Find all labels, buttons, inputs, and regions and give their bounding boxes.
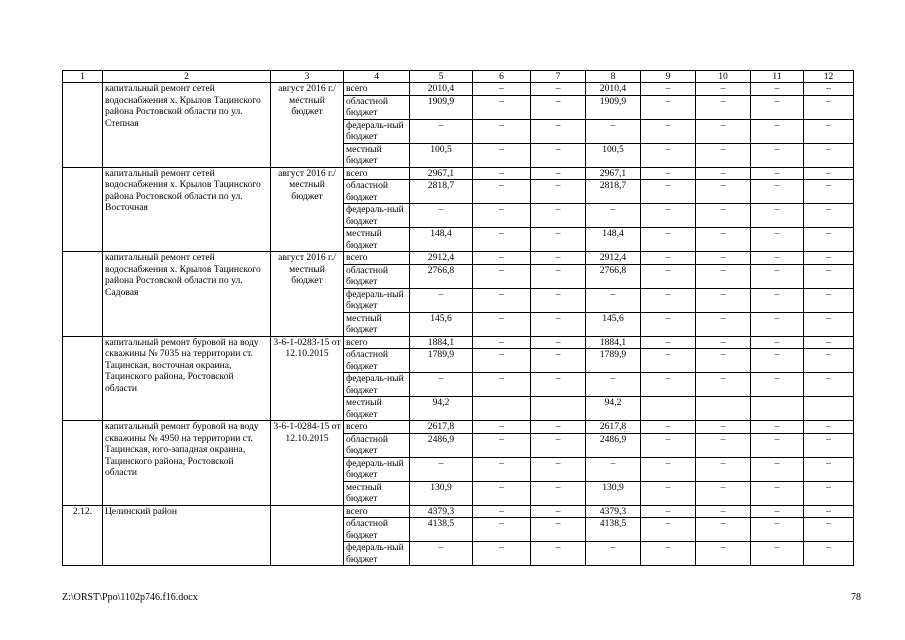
value-cell: – [473, 252, 531, 265]
value-cell: – [410, 288, 473, 312]
value-cell: – [641, 373, 696, 397]
value-cell: – [473, 336, 531, 349]
value-cell: – [641, 204, 696, 228]
value-cell: – [804, 83, 854, 96]
value-cell: – [473, 433, 531, 457]
funding-source: областной бюджет [344, 180, 410, 204]
funding-source: областной бюджет [344, 95, 410, 119]
column-number-row [63, 71, 854, 83]
value-cell: – [473, 518, 531, 542]
funding-source: областной бюджет [344, 264, 410, 288]
value-cell: – [751, 288, 804, 312]
value-cell: – [751, 167, 804, 180]
item-name: капитальный ремонт сетей водоснабжения х. Крылов Тацинского района Ростовской области по ул. Садовая [103, 252, 271, 337]
item-doc: август 2016 г./ местный бюджет [271, 167, 344, 252]
funding-source: всего [344, 421, 410, 434]
value-cell: – [531, 457, 586, 481]
value-cell: – [531, 204, 586, 228]
funding-source: областной бюджет [344, 349, 410, 373]
value-cell: – [804, 518, 854, 542]
value-cell: – [641, 167, 696, 180]
value-cell: – [473, 264, 531, 288]
value-cell: – [641, 481, 696, 505]
item-doc: август 2016 г./ местный бюджет [271, 83, 344, 168]
value-cell: – [473, 83, 531, 96]
value-cell: – [410, 542, 473, 566]
value-cell: – [473, 349, 531, 373]
funding-source: местный бюджет [344, 312, 410, 336]
table-row [63, 336, 854, 349]
value-cell: – [641, 95, 696, 119]
item-name: капитальный ремонт сетей водоснабжения х. Крылов Тацинского района Ростовской области по ул. Степная [103, 83, 271, 168]
value-cell: – [696, 457, 751, 481]
value-cell: – [751, 336, 804, 349]
value-cell: – [473, 228, 531, 252]
value-cell: – [696, 336, 751, 349]
value-cell: – [641, 433, 696, 457]
value-cell: – [751, 457, 804, 481]
value-cell: – [696, 542, 751, 566]
value-cell: – [751, 119, 804, 143]
value-cell: – [804, 95, 854, 119]
value-cell: – [410, 373, 473, 397]
col-header: 1 [63, 71, 103, 83]
value-cell: – [751, 95, 804, 119]
value-cell: 1884,1 [410, 336, 473, 349]
value-cell: – [641, 349, 696, 373]
value-cell: – [804, 228, 854, 252]
item-name: капитальный ремонт буровой на воду скважины № 7035 на территории ст. Тацинская, восточная окраина, Тацинского района, Ростовской области [103, 336, 271, 421]
value-cell [751, 397, 804, 421]
funding-source: всего [344, 83, 410, 96]
value-cell: – [473, 180, 531, 204]
value-cell: – [641, 143, 696, 167]
value-cell: – [410, 204, 473, 228]
value-cell: – [696, 83, 751, 96]
value-cell: 145,6 [410, 312, 473, 336]
value-cell: – [696, 373, 751, 397]
value-cell: – [696, 252, 751, 265]
value-cell: 2010,4 [410, 83, 473, 96]
value-cell: – [531, 312, 586, 336]
value-cell: 2486,9 [410, 433, 473, 457]
value-cell [641, 397, 696, 421]
value-cell: 2912,4 [586, 252, 641, 265]
value-cell: 100,5 [586, 143, 641, 167]
value-cell: – [473, 481, 531, 505]
funding-source: местный бюджет [344, 143, 410, 167]
value-cell: – [641, 228, 696, 252]
value-cell: – [473, 95, 531, 119]
value-cell: – [586, 288, 641, 312]
value-cell: – [804, 542, 854, 566]
value-cell: – [641, 542, 696, 566]
file-path: Z:\ORST\Ppo\1102p746.f16.docx [62, 592, 198, 603]
value-cell: – [473, 204, 531, 228]
value-cell: 145,6 [586, 312, 641, 336]
value-cell: – [531, 542, 586, 566]
value-cell: 1789,9 [410, 349, 473, 373]
value-cell: 1789,9 [586, 349, 641, 373]
value-cell: 1884,1 [586, 336, 641, 349]
col-header: 12 [804, 71, 854, 83]
value-cell: – [531, 95, 586, 119]
value-cell: – [531, 505, 586, 518]
value-cell: – [531, 349, 586, 373]
value-cell: 2818,7 [410, 180, 473, 204]
value-cell: – [641, 83, 696, 96]
value-cell: 2967,1 [586, 167, 641, 180]
value-cell: – [531, 228, 586, 252]
funding-source: всего [344, 252, 410, 265]
value-cell: – [804, 349, 854, 373]
value-cell: 2486,9 [586, 433, 641, 457]
value-cell: – [751, 505, 804, 518]
value-cell: – [696, 349, 751, 373]
item-name: Целинский район [103, 505, 271, 566]
value-cell: 1909,9 [586, 95, 641, 119]
value-cell: – [696, 143, 751, 167]
value-cell: 94,2 [410, 397, 473, 421]
value-cell: – [804, 119, 854, 143]
value-cell: – [696, 264, 751, 288]
value-cell: 2617,8 [410, 421, 473, 434]
value-cell: – [751, 433, 804, 457]
value-cell: – [751, 228, 804, 252]
col-header: 2 [103, 71, 271, 83]
value-cell: – [751, 204, 804, 228]
value-cell: – [531, 119, 586, 143]
value-cell: 130,9 [410, 481, 473, 505]
item-number [63, 83, 103, 168]
value-cell: – [804, 336, 854, 349]
value-cell: – [751, 180, 804, 204]
value-cell: – [751, 143, 804, 167]
value-cell: 4379,3 [410, 505, 473, 518]
table-row [63, 167, 854, 180]
page-number: 78 [851, 592, 861, 603]
value-cell: – [696, 180, 751, 204]
value-cell: 100,5 [410, 143, 473, 167]
funding-source: федераль-ный бюджет [344, 119, 410, 143]
value-cell: – [473, 119, 531, 143]
table-row [63, 421, 854, 434]
value-cell: – [641, 252, 696, 265]
col-header: 7 [531, 71, 586, 83]
funding-source: федераль-ный бюджет [344, 542, 410, 566]
value-cell: – [473, 421, 531, 434]
value-cell: – [473, 373, 531, 397]
value-cell: – [804, 505, 854, 518]
value-cell: 2766,8 [586, 264, 641, 288]
value-cell: 148,4 [410, 228, 473, 252]
item-doc: 3-6-1-0284-15 от 12.10.2015 [271, 421, 344, 506]
value-cell: – [696, 119, 751, 143]
value-cell: – [804, 288, 854, 312]
value-cell: – [586, 373, 641, 397]
value-cell: – [751, 481, 804, 505]
value-cell: 2967,1 [410, 167, 473, 180]
value-cell: – [751, 349, 804, 373]
table-row [63, 83, 854, 96]
value-cell: 2818,7 [586, 180, 641, 204]
value-cell: – [586, 542, 641, 566]
value-cell: – [751, 542, 804, 566]
item-doc: 3-6-1-0283-15 от 12.10.2015 [271, 336, 344, 421]
value-cell: – [804, 421, 854, 434]
value-cell: – [473, 288, 531, 312]
value-cell: 2912,4 [410, 252, 473, 265]
item-number [63, 167, 103, 252]
value-cell: – [641, 421, 696, 434]
col-header: 11 [751, 71, 804, 83]
value-cell: – [641, 336, 696, 349]
value-cell: – [473, 542, 531, 566]
value-cell: – [531, 167, 586, 180]
item-number [63, 252, 103, 337]
value-cell: – [531, 518, 586, 542]
col-header: 6 [473, 71, 531, 83]
value-cell: – [696, 421, 751, 434]
funding-source: федераль-ный бюджет [344, 288, 410, 312]
value-cell: – [531, 373, 586, 397]
table-row [63, 505, 854, 518]
funding-source: всего [344, 505, 410, 518]
value-cell: – [751, 264, 804, 288]
value-cell: – [804, 264, 854, 288]
value-cell: 148,4 [586, 228, 641, 252]
value-cell: – [751, 252, 804, 265]
value-cell: – [804, 167, 854, 180]
value-cell: – [531, 336, 586, 349]
value-cell: – [696, 204, 751, 228]
value-cell: – [473, 167, 531, 180]
value-cell: – [410, 119, 473, 143]
value-cell: – [410, 457, 473, 481]
value-cell: – [641, 457, 696, 481]
value-cell [531, 397, 586, 421]
value-cell: – [751, 373, 804, 397]
value-cell: – [696, 481, 751, 505]
value-cell: – [473, 457, 531, 481]
value-cell [804, 397, 854, 421]
value-cell: – [804, 204, 854, 228]
value-cell: – [751, 83, 804, 96]
value-cell: – [586, 119, 641, 143]
item-number: 2.12. [63, 505, 103, 566]
col-header: 8 [586, 71, 641, 83]
value-cell: – [696, 505, 751, 518]
value-cell: 4138,5 [410, 518, 473, 542]
value-cell: 1909,9 [410, 95, 473, 119]
value-cell: 2010,4 [586, 83, 641, 96]
value-cell [473, 397, 531, 421]
value-cell: – [531, 83, 586, 96]
value-cell: – [804, 180, 854, 204]
col-header: 9 [641, 71, 696, 83]
table-row [63, 252, 854, 265]
funding-source: местный бюджет [344, 397, 410, 421]
value-cell: – [696, 518, 751, 542]
value-cell: 4138,5 [586, 518, 641, 542]
value-cell: – [531, 264, 586, 288]
value-cell: – [531, 433, 586, 457]
funding-source: федераль-ный бюджет [344, 373, 410, 397]
item-number [63, 421, 103, 506]
value-cell: – [804, 143, 854, 167]
value-cell: – [641, 518, 696, 542]
value-cell: – [531, 421, 586, 434]
item-name: капитальный ремонт буровой на воду скважины № 4950 на территории ст. Тацинская, юго-западная окраина, Тацинского района, Ростовской области [103, 421, 271, 506]
value-cell: – [804, 312, 854, 336]
value-cell: 2766,8 [410, 264, 473, 288]
value-cell: – [751, 518, 804, 542]
item-name: капитальный ремонт сетей водоснабжения х. Крылов Тацинского района Ростовской области по ул. Восточная [103, 167, 271, 252]
funding-source: федераль-ный бюджет [344, 457, 410, 481]
value-cell: – [586, 204, 641, 228]
funding-source: местный бюджет [344, 481, 410, 505]
value-cell: 130,9 [586, 481, 641, 505]
item-doc: август 2016 г./ местный бюджет [271, 252, 344, 337]
value-cell: 4379,3 [586, 505, 641, 518]
col-header: 4 [344, 71, 410, 83]
item-doc [271, 505, 344, 566]
value-cell: – [804, 481, 854, 505]
value-cell [696, 397, 751, 421]
value-cell: – [641, 312, 696, 336]
col-header: 3 [271, 71, 344, 83]
value-cell: – [586, 457, 641, 481]
value-cell: – [804, 433, 854, 457]
funding-source: всего [344, 336, 410, 349]
value-cell: – [531, 288, 586, 312]
value-cell: – [531, 481, 586, 505]
value-cell: – [473, 312, 531, 336]
value-cell: – [751, 421, 804, 434]
table-body [63, 71, 854, 566]
value-cell: 94,2 [586, 397, 641, 421]
value-cell: – [804, 252, 854, 265]
value-cell: – [641, 288, 696, 312]
value-cell: – [751, 312, 804, 336]
value-cell: – [531, 252, 586, 265]
value-cell: – [696, 167, 751, 180]
value-cell: – [641, 264, 696, 288]
value-cell: 2617,8 [586, 421, 641, 434]
funding-source: местный бюджет [344, 228, 410, 252]
funding-source: областной бюджет [344, 518, 410, 542]
value-cell: – [696, 433, 751, 457]
value-cell: – [473, 143, 531, 167]
value-cell: – [696, 95, 751, 119]
col-header: 10 [696, 71, 751, 83]
value-cell: – [696, 228, 751, 252]
value-cell: – [696, 312, 751, 336]
budget-table [62, 70, 854, 566]
col-header: 5 [410, 71, 473, 83]
value-cell: – [641, 180, 696, 204]
value-cell: – [473, 505, 531, 518]
funding-source: областной бюджет [344, 433, 410, 457]
value-cell: – [641, 505, 696, 518]
value-cell: – [804, 457, 854, 481]
funding-source: федераль-ный бюджет [344, 204, 410, 228]
value-cell: – [531, 143, 586, 167]
value-cell: – [696, 288, 751, 312]
item-number [63, 336, 103, 421]
funding-source: всего [344, 167, 410, 180]
value-cell: – [804, 373, 854, 397]
value-cell: – [531, 180, 586, 204]
value-cell: – [641, 119, 696, 143]
